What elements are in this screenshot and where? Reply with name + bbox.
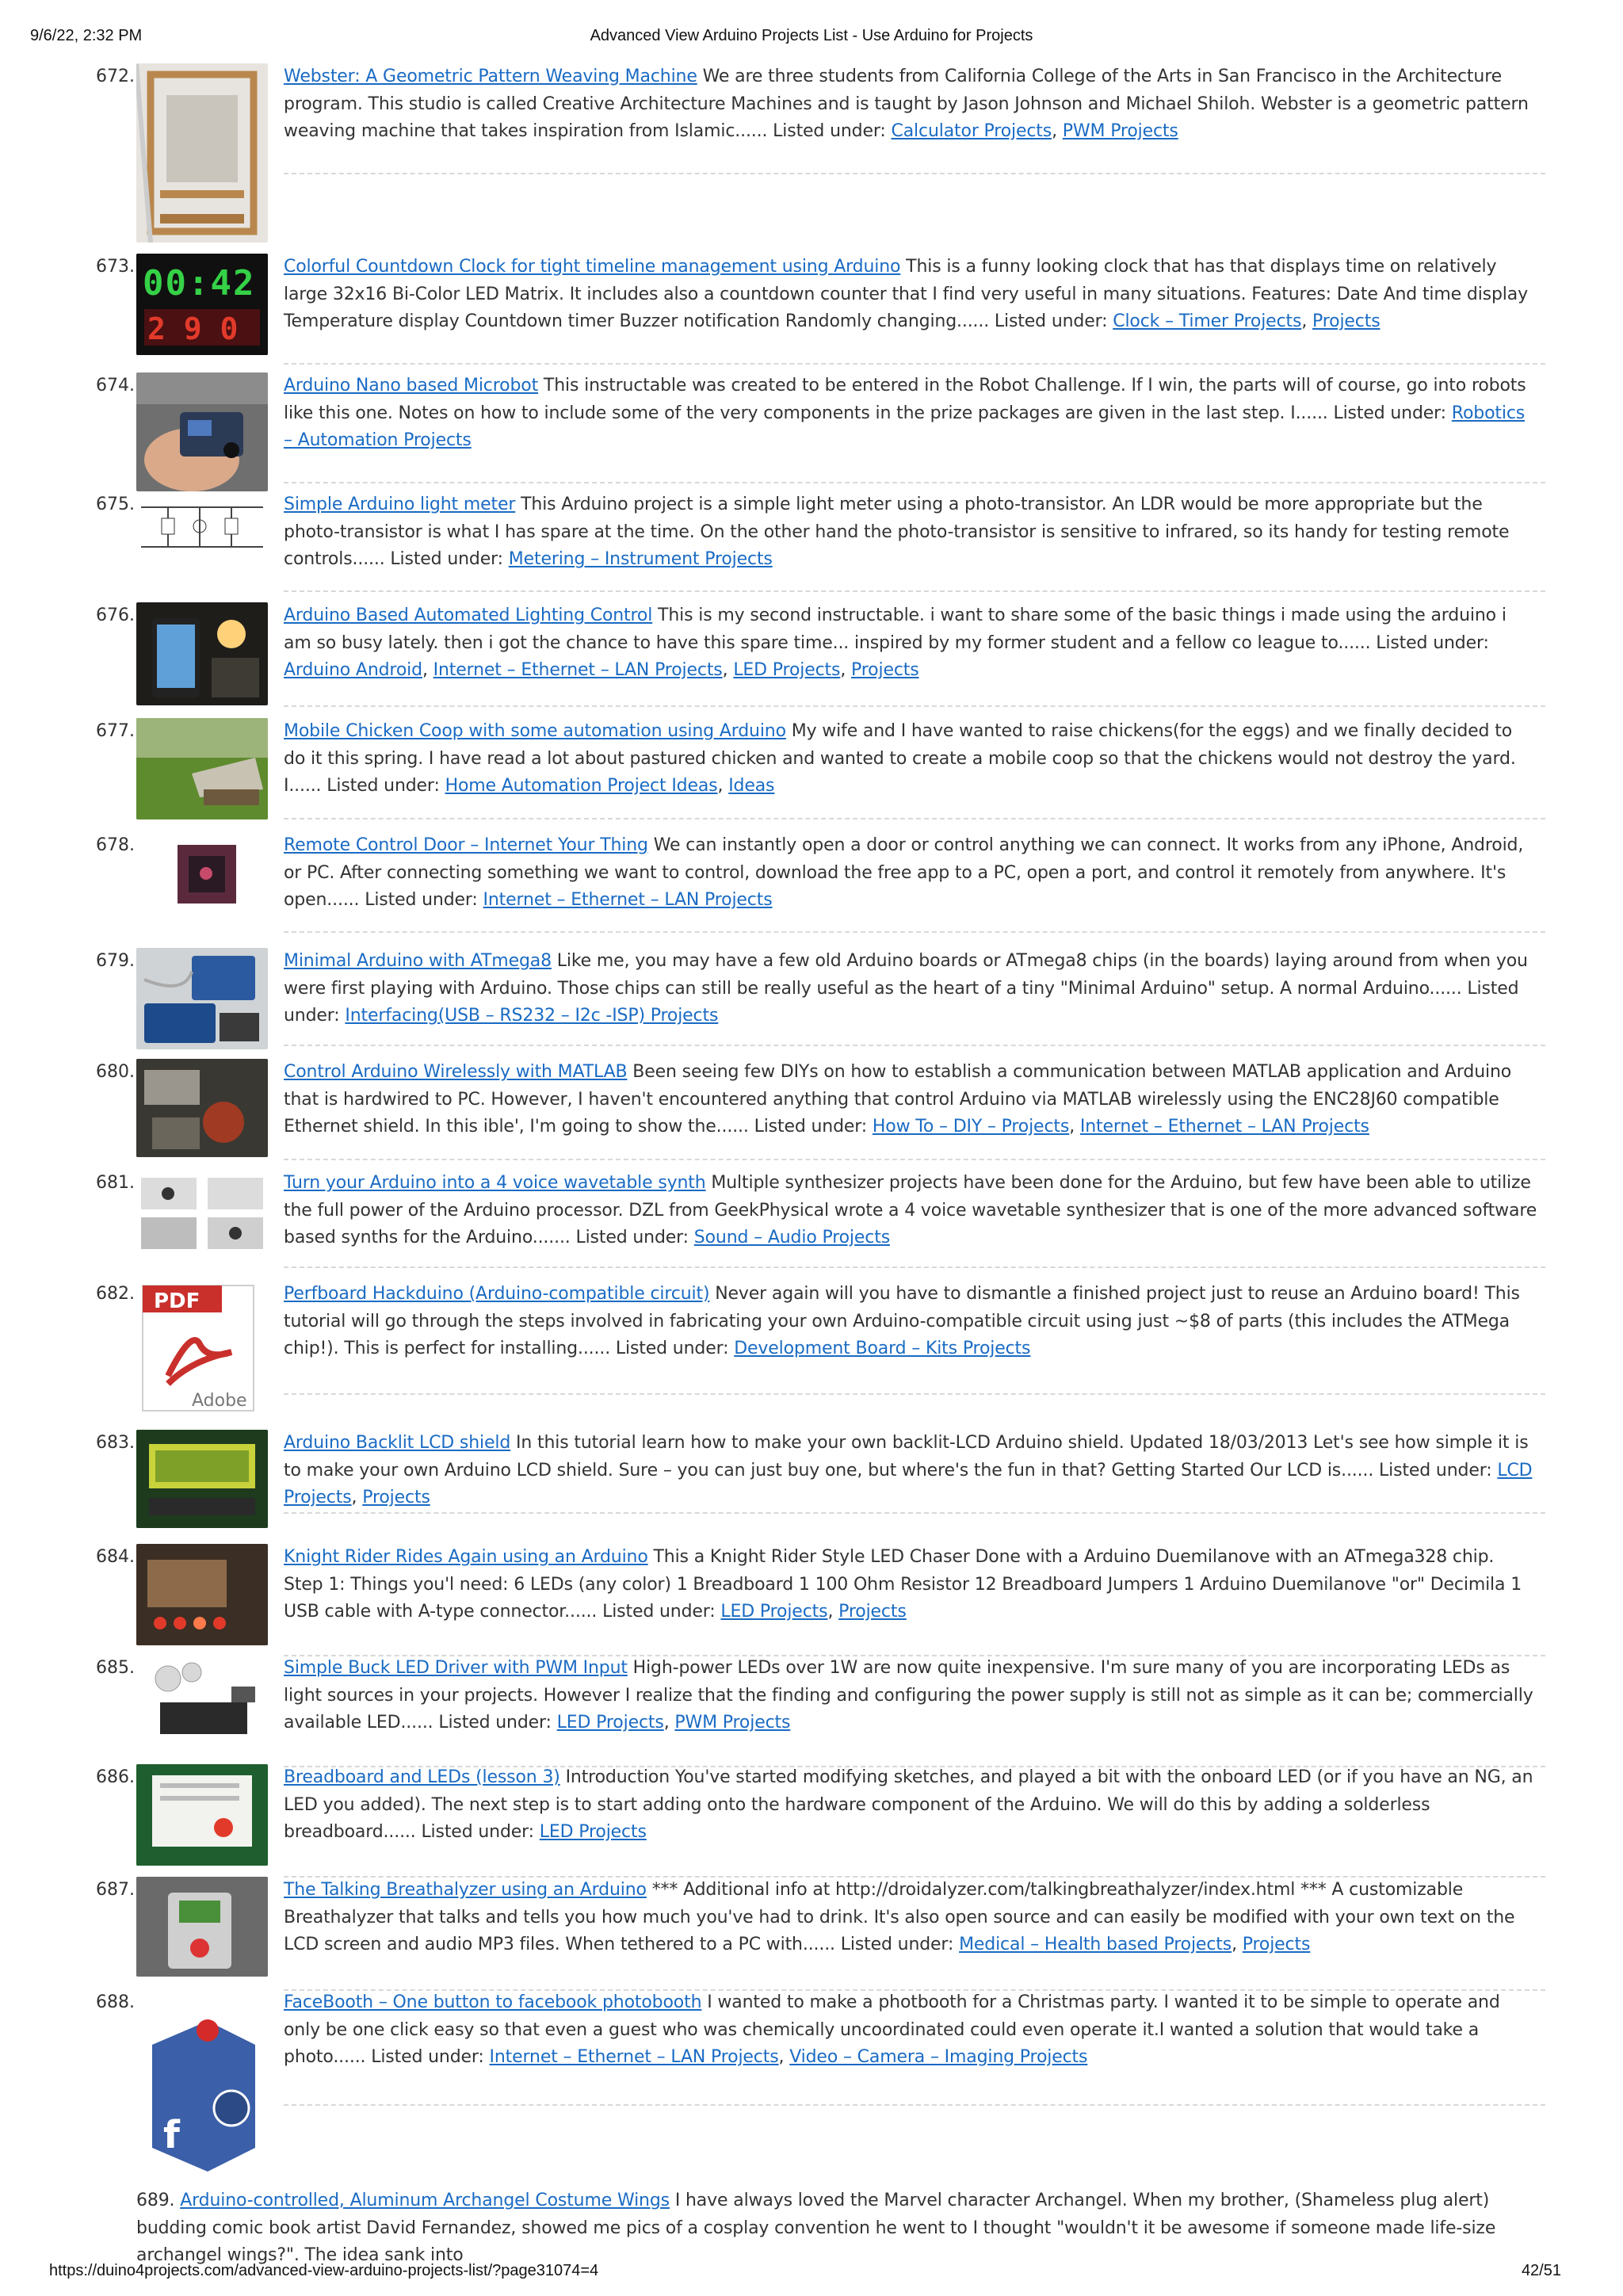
- category-link[interactable]: LED Projects: [556, 1713, 664, 1733]
- item-number: 677.: [96, 721, 135, 741]
- project-summary: *** Additional info at http://droidalyzer.com/talkingbreathalyzer/index.html *** A customizable Breathalyzer that talks and tells you how much you've had to drink. It's also open source and can easily be modified with your own text on the LCD screen and audio MP3 files. When tethered to a PC with......: [284, 1880, 1515, 1954]
- category-link[interactable]: Arduino Android: [284, 660, 422, 680]
- category-link[interactable]: LED Projects: [539, 1822, 647, 1842]
- project-title-link[interactable]: Simple Buck LED Driver with PWM Input: [284, 1658, 628, 1678]
- item-number: 678.: [96, 835, 135, 855]
- project-thumbnail[interactable]: [136, 63, 268, 243]
- item-description: [284, 1170, 1537, 1252]
- project-title-link[interactable]: Perfboard Hackduino (Arduino-compatible circuit): [284, 1284, 710, 1304]
- item-number: 674.: [96, 376, 135, 395]
- project-summary: My wife and I have wanted to raise chickens(for the eggs) and we finally decided to do it this spring. I have read a lot about pastured chicken and wanted to create a mobile coop so that the chickens would not destroy the yard. I......: [284, 721, 1516, 796]
- item-separator: [284, 482, 1545, 483]
- project-thumbnail[interactable]: [136, 1281, 268, 1415]
- svg-text:2 9 0: 2 9 0: [147, 311, 239, 346]
- project-summary: In this tutorial learn how to make your own backlit-LCD Arduino shield. Updated 18/03/2013 Let's see how simple it is to make your own Arduino LCD shield. Sure – you can just buy one, but where's the fun in that? Getting Started Our LCD is......: [284, 1433, 1529, 1480]
- project-summary: This is a funny looking clock that has that displays time on relatively large 32x16 Bi-Color LED Matrix. It includes also a countdown counter that I find very useful in many situations. Features: Date And time display Temperature display Countdown timer Buzzer notification Randomly changing......: [284, 257, 1528, 331]
- item-description: Mobile Chicken Coop with some automation using Arduino My wife and I have wanted to raise chickens(for the eggs) and we finally decided to do it this spring. I have read a lot about pastured chicken and wanted to create a mobile coop so that the chickens would not destroy the yard. I...... Listed under: Home Automation Project Ideas, Ideas: [284, 721, 1516, 796]
- item-separator: [284, 705, 1545, 707]
- project-summary: Introduction You've started modifying sketches, and played a bit with the onboard LED (or if you have an NG, an LED you added). The next step is to start adding onto the hardware component of the Arduino. We will do this by adding a solderless breadboard......: [284, 1767, 1533, 1842]
- project-title-link[interactable]: Knight Rider Rides Again using an Arduino: [284, 1547, 648, 1567]
- item-separator: [284, 1512, 1545, 1514]
- page-url: https://duino4projects.com/advanced-view-arduino-projects-list/?page31074=4: [49, 2262, 599, 2279]
- project-title-link[interactable]: Minimal Arduino with ATmega8: [284, 951, 552, 971]
- project-title-link[interactable]: Turn your Arduino into a 4 voice wavetable synth: [284, 1173, 706, 1193]
- listed-under-label: Listed under:: [415, 1822, 540, 1842]
- listed-under-label: Listed under:: [1370, 632, 1489, 653]
- project-title-link[interactable]: Webster: A Geometric Pattern Weaving Machine: [284, 67, 697, 86]
- project-summary: We can instantly open a door or control anything we can connect. It works from any iPhone, Android, or PC. After connecting something we want to control, download the free app to a PC, open a port, and control it remotely from anywhere. It's open......: [284, 835, 1524, 910]
- page-number: 42/51: [1521, 2262, 1561, 2279]
- project-thumbnail[interactable]: [136, 718, 268, 819]
- project-thumbnail[interactable]: [136, 602, 268, 705]
- project-summary: We are three students from California College of the Arts in San Francisco in the Architecture program. This studio is called Creative Architecture Machines and is taught by Jason Johnson and Michael Shiloh. Webster is a geometric pattern weaving machine that takes inspiration from Islamic......: [284, 67, 1529, 141]
- category-link[interactable]: Projects: [851, 660, 919, 680]
- category-link[interactable]: Sound – Audio Projects: [693, 1228, 891, 1247]
- category-link[interactable]: Clock – Timer Projects: [1113, 311, 1302, 331]
- listed-under-label: Listed under:: [570, 1228, 694, 1247]
- svg-text:PDF: PDF: [154, 1289, 200, 1313]
- project-title-link[interactable]: Arduino Based Automated Lighting Control: [284, 606, 653, 625]
- category-link[interactable]: Projects: [1312, 311, 1381, 331]
- print-footer: [0, 2257, 1623, 2289]
- category-link[interactable]: PWM Projects: [674, 1713, 791, 1733]
- item-description: Simple Buck LED Driver with PWM Input High-power LEDs over 1W are now quite inexpensive. I'm sure many of you are incorporating LEDs as light sources in your projects. However I realize that the finding and configuring the power supply is still not as simple as it can be; commercially available LED...... Listed under: LED Projects, PWM Projects: [284, 1658, 1533, 1733]
- project-title-link[interactable]: Breadboard and LEDs (lesson 3): [284, 1767, 560, 1787]
- item-description: The Talking Breathalyzer using an Arduino *** Additional info at http://droidalyzer.com/talkingbreathalyzer/index.html *** A customizable Breathalyzer that talks and tells you how much you've had to drink. It's also open source and can easily be modified with your own text on the LCD screen and audio MP3 files. When tethered to a PC with...... Listed under: Medical – Health based Projects, Projects: [284, 1880, 1515, 1954]
- item-number: 681.: [96, 1173, 135, 1193]
- item-separator: [284, 931, 1545, 933]
- category-link[interactable]: LED Projects: [733, 660, 841, 680]
- item-number: 682.: [96, 1284, 135, 1304]
- item-description: Arduino Backlit LCD shield In this tutorial learn how to make your own backlit-LCD Arduino shield. Updated 18/03/2013 Let's see how simple it is to make your own Arduino LCD shield. Sure – you can just buy one, but where's the fun in that? Getting Started Our LCD is...... Listed under: LCD Projects, Projects: [284, 1433, 1533, 1507]
- project-thumbnail[interactable]: [136, 948, 268, 1049]
- project-title-link[interactable]: Simple Arduino light meter: [284, 495, 516, 514]
- page-title: Advanced View Arduino Projects List - Use Arduino for Projects: [590, 27, 1033, 44]
- item-description: [284, 1281, 1537, 1363]
- item-number: 673.: [96, 257, 135, 277]
- svg-text:f: f: [163, 2113, 180, 2157]
- project-summary: Like me, you may have a few old Arduino boards or ATmega8 chips (in the boards) laying around from when you were first playing with Arduino. Those chips can still be really useful as the heart of a tiny "Minimal Arduino" setup. A normal Arduino......: [284, 951, 1528, 999]
- listed-under-label: Listed under:: [1373, 1460, 1498, 1480]
- category-link[interactable]: Robotics – Automation Projects: [284, 403, 1526, 450]
- project-title-link[interactable]: Colorful Countdown Clock for tight timeline management using Arduino: [284, 257, 901, 277]
- listed-under-label: Listed under:: [284, 978, 1519, 1026]
- item-number: 688.: [96, 1992, 135, 2012]
- project-thumbnail[interactable]: [136, 1655, 268, 1744]
- item-number: 685.: [96, 1658, 135, 1678]
- item-number: 675.: [96, 495, 135, 514]
- item-separator: [284, 2104, 1545, 2106]
- category-link[interactable]: Calculator Projects: [891, 121, 1052, 141]
- project-summary: High-power LEDs over 1W are now quite inexpensive. I'm sure many of you are incorporating LEDs as light sources in your projects. However I realize that the finding and configuring the power supply is still not as simple as it can be; commercially available LED......: [284, 1658, 1533, 1733]
- listed-under-label: Listed under:: [365, 2047, 490, 2067]
- item-number: 679.: [96, 951, 135, 971]
- project-summary: Never again will you have to dismantle a finished project just to reuse an Arduino board! This tutorial will go through the steps involved in fabricating your own Arduino-compatible circuit using just ~$8 of parts (this includes the ATMega chip!). This is perfect for installing......: [284, 1284, 1520, 1358]
- project-title-link[interactable]: Mobile Chicken Coop with some automation using Arduino: [284, 721, 786, 741]
- item-number: 676.: [96, 606, 135, 625]
- item-number: 683.: [96, 1433, 135, 1453]
- project-thumbnail[interactable]: [136, 832, 268, 919]
- project-thumbnail[interactable]: [136, 1877, 268, 1977]
- category-link[interactable]: Video – Camera – Imaging Projects: [789, 2047, 1088, 2067]
- category-link[interactable]: Internet – Ethernet – LAN Projects: [1079, 1117, 1369, 1137]
- item-number: 684.: [96, 1547, 135, 1567]
- project-title-link[interactable]: The Talking Breathalyzer using an Arduino: [284, 1880, 647, 1900]
- item-description: Knight Rider Rides Again using an Arduino This a Knight Rider Style LED Chaser Done with a Arduino Duemilanove with an ATmega328 chip. Step 1: Things you'l need: 6 LEDs (any color) 1 Breadboard 1 100 Ohm Resistor 12 Breadboard Jumpers 1 Arduino Duemilanove "or" Decimila 1 USB cable with A-type connector...... Listed under: LED Projects, Projects: [284, 1547, 1522, 1622]
- project-summary: I wanted to make a photbooth for a Christmas party. I wanted it to be simple to operate and only be one click easy so that even a guest who was chemically uncoordinated could even operate it.I wanted a solution that would take a photo......: [284, 1992, 1500, 2067]
- listed-under-label: Listed under:: [433, 1713, 557, 1733]
- category-link[interactable]: Projects: [362, 1488, 430, 1507]
- item-separator: [284, 173, 1545, 174]
- item-number: 687.: [96, 1880, 135, 1900]
- item-description: FaceBooth – One button to facebook photobooth I wanted to make a photbooth for a Christmas party. I wanted it to be simple to operate and only be one click easy so that even a guest who was chemically uncoordinated could even operate it.I wanted a solution that would take a photo...... Listed under: Internet – Ethernet – LAN Projects, Video – Camera – Imaging Projects: [284, 1992, 1500, 2067]
- project-summary: This is my second instructable. i want to share some of the basic things i made using the arduino i am so busy lately. then i got the chance to have this spare time... inspired by my former student and a fellow co league to......: [284, 606, 1507, 653]
- project-thumbnail[interactable]: [136, 372, 268, 491]
- project-summary: Been seeing few DIYs on how to establish a communication between MATLAB application and Arduino that is hardwired to PC. However, I haven't encountered anything that control Arduino via MATLAB wirelessly using the ENC28J60 compatible Ethernet shield. In this ible', I'm going to show the......: [284, 1062, 1512, 1137]
- listed-under-label: Listed under:: [384, 549, 509, 569]
- category-link[interactable]: How To – DIY – Projects: [872, 1117, 1070, 1137]
- project-thumbnail[interactable]: [136, 254, 268, 355]
- listed-under-label: Listed under:: [610, 1339, 735, 1358]
- listed-under-label: Listed under:: [1327, 403, 1452, 423]
- item-description: [284, 491, 1537, 574]
- listed-under-label: Listed under:: [597, 1602, 721, 1622]
- listed-under-label: Listed under:: [321, 776, 445, 796]
- project-summary: Multiple synthesizer projects have been done for the Arduino, but few have been able to utilize the full power of the Arduino processor. DZL from GeekPhysical wrote a 4 voice wavetable synthesizer that is one of the more advanced software based synths for the Arduino.......: [284, 1173, 1537, 1247]
- category-link[interactable]: PWM Projects: [1062, 121, 1178, 141]
- category-link[interactable]: Interfacing(USB – RS232 – I2c -ISP) Projects: [345, 1006, 719, 1026]
- category-link[interactable]: LED Projects: [720, 1602, 828, 1622]
- project-summary: This instructable was created to be entered in the Robot Challenge. If I win, the parts will of course, go into robots like this one. Notes on how to include some of the very components in the prize packages are given in the last step. I......: [284, 376, 1526, 423]
- category-link[interactable]: Medical – Health based Projects: [959, 1935, 1232, 1954]
- listed-under-label: Listed under:: [989, 311, 1113, 331]
- item-description: Webster: A Geometric Pattern Weaving Machine We are three students from California College of the Arts in San Francisco in the Architecture program. This studio is called Creative Architecture Machines and is taught by Jason Johnson and Michael Shiloh. Webster is a geometric pattern weaving machine that takes inspiration from Islamic...... Listed under: Calculator Projects, PWM Projects: [284, 67, 1529, 141]
- item-separator: [284, 1393, 1545, 1395]
- item-description: [284, 832, 1537, 915]
- category-link[interactable]: Internet – Ethernet – LAN Projects: [433, 660, 723, 680]
- svg-text:Adobe: Adobe: [192, 1391, 247, 1411]
- item-number: 686.: [96, 1767, 135, 1787]
- category-link[interactable]: Home Automation Project Ideas: [445, 776, 718, 796]
- print-datetime: 9/6/22, 2:32 PM: [30, 27, 143, 44]
- item-number: 672.: [96, 67, 135, 86]
- project-thumbnail[interactable]: [136, 1170, 268, 1255]
- svg-text:00:42: 00:42: [143, 263, 256, 304]
- project-title-link[interactable]: Arduino-controlled, Aluminum Archangel Costume Wings: [180, 2191, 670, 2210]
- project-title-link[interactable]: Arduino Nano based Microbot: [284, 376, 539, 395]
- item-separator: [284, 818, 1545, 819]
- item-separator: [284, 1045, 1545, 1046]
- project-thumbnail[interactable]: [136, 1544, 268, 1645]
- project-summary: This a Knight Rider Style LED Chaser Done with a Arduino Duemilanove with an ATmega328 chip. Step 1: Things you'l need: 6 LEDs (any color) 1 Breadboard 1 100 Ohm Resistor 12 Breadboard Jumpers 1 Arduino Duemilanove "or" Decimila 1 USB cable with A-type connector......: [284, 1547, 1522, 1622]
- item-description: Control Arduino Wirelessly with MATLAB Been seeing few DIYs on how to establish a communication between MATLAB application and Arduino that is hardwired to PC. However, I haven't encountered anything that control Arduino via MATLAB wirelessly using the ENC28J60 compatible Ethernet shield. In this ible', I'm going to show the...... Listed under: How To – DIY – Projects, Internet – Ethernet – LAN Projects: [284, 1062, 1512, 1137]
- category-link[interactable]: Ideas: [728, 776, 775, 796]
- listed-under-label: Listed under:: [834, 1935, 960, 1954]
- item-description: [284, 372, 1537, 455]
- item-description: Arduino Based Automated Lighting Control This is my second instructable. i want to share some of the basic things i made using the arduino i am so busy lately. then i got the chance to have this spare time... inspired by my former student and a fellow co league to...... Listed under: Arduino Android, Internet – Ethernet – LAN Projects, LED Projects, Projects: [284, 606, 1507, 680]
- listed-under-label: Listed under:: [748, 1117, 873, 1137]
- category-link[interactable]: Development Board – Kits Projects: [734, 1339, 1031, 1358]
- category-link[interactable]: Internet – Ethernet – LAN Projects: [489, 2047, 779, 2067]
- category-link[interactable]: Projects: [1242, 1935, 1311, 1954]
- item-separator: [284, 1159, 1545, 1160]
- item-description: [284, 1764, 1537, 1847]
- category-link[interactable]: LCD Projects: [284, 1460, 1533, 1507]
- item-description: Colorful Countdown Clock for tight timeline management using Arduino This is a funny looking clock that has that displays time on relatively large 32x16 Bi-Color LED Matrix. It includes also a countdown counter that I find very useful in many situations. Features: Date And time display Temperature display Countdown timer Buzzer notification Randomly changing...... Listed under: Clock – Timer Projects, Projects: [284, 257, 1528, 331]
- project-title-link[interactable]: Arduino Backlit LCD shield: [284, 1433, 511, 1453]
- category-link[interactable]: Internet – Ethernet – LAN Projects: [483, 890, 773, 910]
- project-thumbnail[interactable]: [136, 1059, 268, 1157]
- item-description: [284, 948, 1537, 1030]
- project-title-link[interactable]: Control Arduino Wirelessly with MATLAB: [284, 1062, 628, 1082]
- project-thumbnail[interactable]: [136, 1764, 268, 1866]
- project-summary: This Arduino project is a simple light meter using a photo-transistor. An LDR would be more appropriate but the photo-transistor is what I has spare at the time. On the other hand the photo-transistor is sensitive to infrared, so its handy for testing remote controls......: [284, 495, 1510, 569]
- project-thumbnail[interactable]: [136, 491, 268, 561]
- project-title-link[interactable]: Remote Control Door – Internet Your Thing: [284, 835, 648, 855]
- project-title-link[interactable]: FaceBooth – One button to facebook photobooth: [284, 1992, 702, 2012]
- item-separator: [284, 1266, 1545, 1268]
- project-thumbnail[interactable]: [136, 1430, 268, 1528]
- project-thumbnail[interactable]: [136, 1989, 268, 2176]
- listed-under-label: Listed under:: [767, 121, 892, 141]
- listed-under-label: Listed under:: [359, 890, 483, 910]
- item-separator: [284, 363, 1545, 365]
- category-link[interactable]: Projects: [838, 1602, 907, 1622]
- item-number: 680.: [96, 1062, 135, 1082]
- category-link[interactable]: Metering – Instrument Projects: [508, 549, 773, 569]
- item-number: 689.: [136, 2191, 181, 2210]
- project-summary: I have always loved the Marvel character Archangel. When my brother, (Shameless plug alert) budding comic book artist David Fernandez, showed me pics of a cosplay convention he went to I thought "wouldn't it be awesome if someone made life-size archangel wings?". The idea sank into: [136, 2191, 1496, 2265]
- item-separator: [284, 590, 1545, 592]
